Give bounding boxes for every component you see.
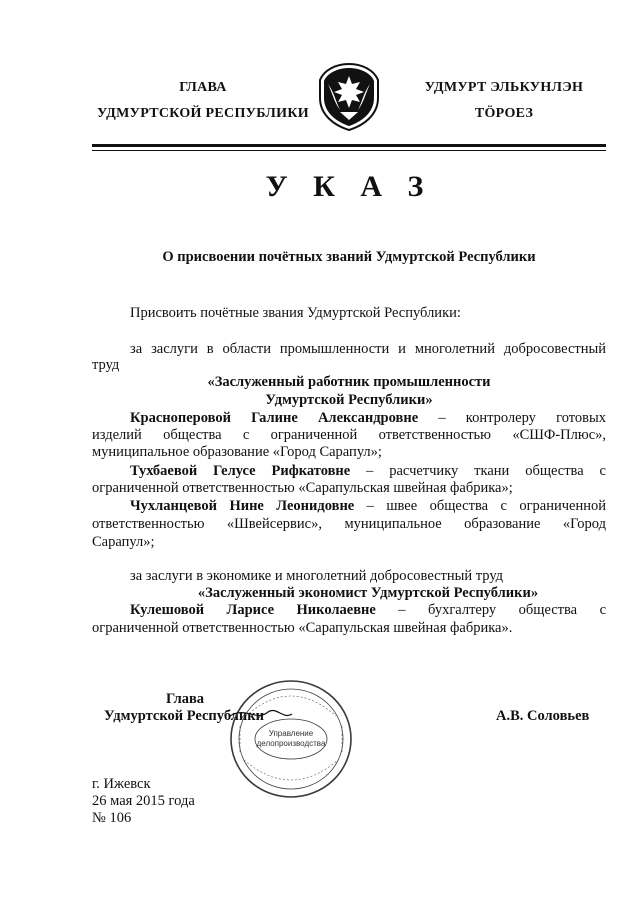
section1-person1-line2: изделий общества с ограниченной ответственностью «СШФ-Плюс», bbox=[92, 427, 606, 443]
footer-number: № 106 bbox=[92, 810, 132, 826]
stamp-center-line2: делопроизводства bbox=[256, 739, 326, 748]
section1-person3-line1 bbox=[130, 497, 606, 516]
section2-person1-line1 bbox=[130, 601, 606, 620]
section1-person1-role: – контролеру готовых bbox=[418, 410, 606, 426]
header-rule-thick bbox=[92, 144, 606, 147]
section1-person3-line2: ответственностью «Швейсервис», муниципальное образование «Город bbox=[92, 516, 606, 532]
section1-person2-role: – расчетчику ткани общества с bbox=[350, 463, 606, 479]
section2-person1-role: – бухгалтеру общества с bbox=[375, 602, 607, 618]
section1-award-line1: «Заслуженный работник промышленности bbox=[207, 374, 491, 390]
section1-lead-line2: труд bbox=[92, 357, 120, 373]
header-rule-thin bbox=[92, 150, 606, 151]
section2-person1-name: Кулешовой Ларисе Николаевне bbox=[130, 602, 376, 618]
section1-person3-line3: Сарапул»; bbox=[92, 534, 155, 550]
section1-person1-line3: муниципальное образование «Город Сарапул»; bbox=[92, 444, 382, 460]
stamp-center-line1: Управление bbox=[268, 729, 314, 738]
section1-person2-line2: ограниченной ответственностью «Сарапульская швейная фабрика»; bbox=[92, 480, 513, 496]
header-right-line1: УДМУРТ ЭЛЬКУНЛЭН bbox=[424, 80, 584, 95]
header-left-line2: УДМУРТСКОЙ РЕСПУБЛИКИ bbox=[97, 106, 309, 121]
section1-lead-line1: за заслуги в области промышленности и многолетний добросовестный bbox=[130, 341, 606, 357]
official-stamp bbox=[226, 676, 356, 802]
header-left-line1: ГЛАВА bbox=[179, 80, 227, 95]
signature-position-line2: Удмуртской Республики bbox=[104, 708, 264, 724]
footer-city: г. Ижевск bbox=[92, 776, 151, 792]
section1-person3-role: – швее общества с ограниченной bbox=[354, 498, 607, 514]
section2-person1-line2: ограниченной ответственностью «Сарапульская швейная фабрика». bbox=[92, 620, 513, 636]
section2-award: «Заслуженный экономист Удмуртской Республики» bbox=[197, 585, 539, 601]
signature-position-line1: Глава bbox=[166, 691, 205, 707]
section1-person3-name: Чухланцевой Нине Леонидовне bbox=[130, 498, 355, 514]
intro-text: Присвоить почётные звания Удмуртской Республики: bbox=[130, 305, 461, 321]
udmurt-coat-of-arms-icon bbox=[316, 62, 382, 132]
header-right-line2: ТÖРОЕЗ bbox=[474, 106, 534, 121]
section1-person2-name: Тухбаевой Гелусе Рифкатовне bbox=[130, 463, 351, 479]
section1-person1-name: Красноперовой Галине Александровне bbox=[130, 410, 419, 426]
document-title: У К А З bbox=[265, 170, 433, 203]
footer-date: 26 мая 2015 года bbox=[92, 793, 195, 809]
document-subtitle: О присвоении почётных званий Удмуртской Республики bbox=[162, 249, 536, 265]
section1-award-line2: Удмуртской Республики» bbox=[265, 392, 433, 408]
signature-name: А.В. Соловьев bbox=[496, 708, 590, 724]
section2-lead: за заслуги в экономике и многолетний добросовестный труд bbox=[130, 568, 504, 584]
